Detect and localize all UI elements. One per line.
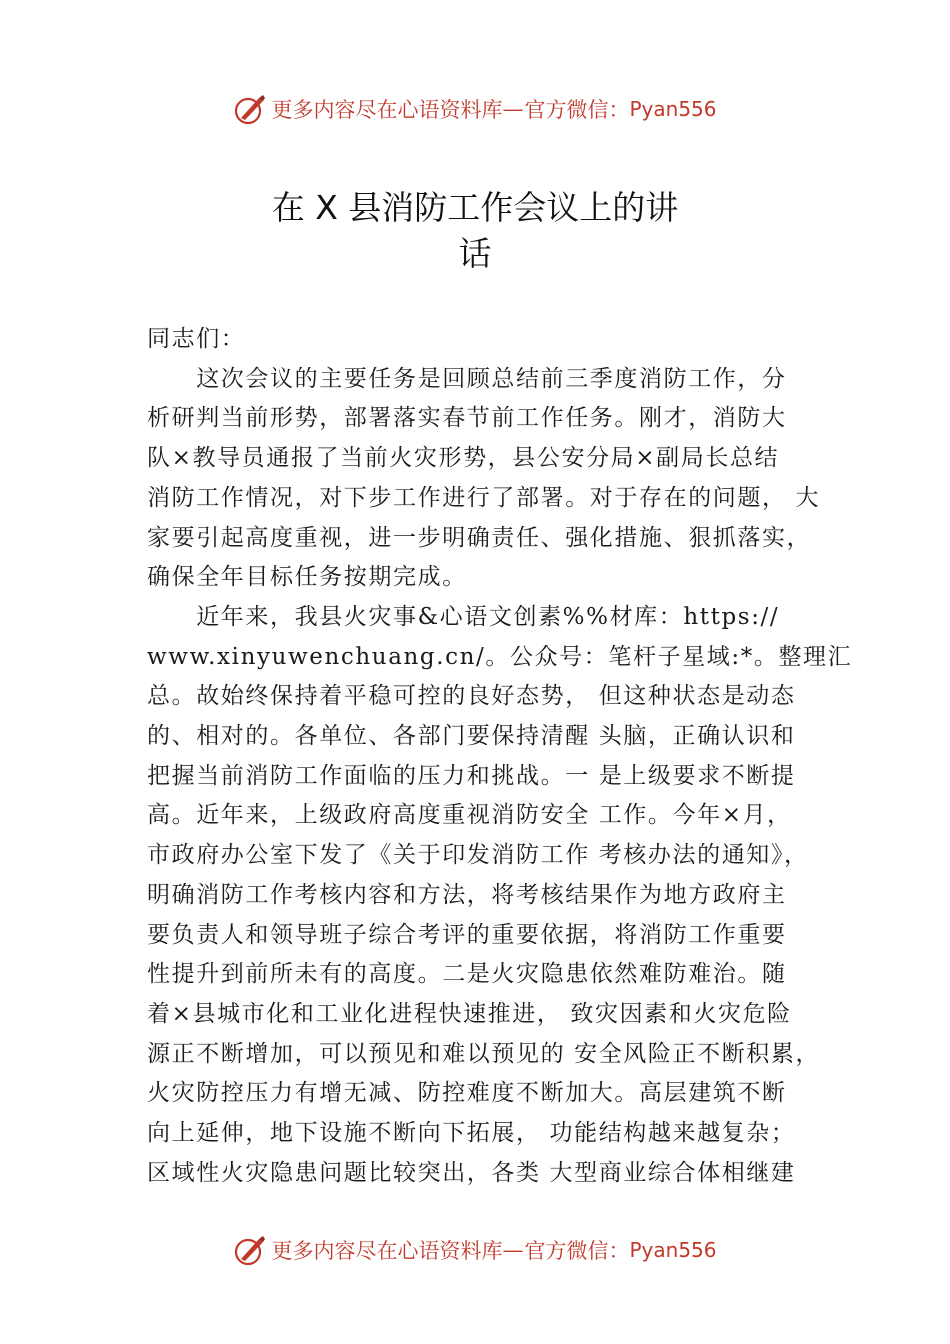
body-line: 把握当前消防工作面临的压力和挑战。一 是上级要求不断提: [147, 762, 796, 789]
watermark-official: 官方微信：: [524, 98, 630, 122]
body-line: 市政府办公室下发了《关于印发消防工作 考核办法的通知》，: [147, 842, 809, 869]
watermark-separator: —: [502, 1238, 525, 1262]
body-line: 确保全年目标任务按期完成。: [147, 564, 467, 591]
body-line: 火灾防控压力有增无减、防控难度不断加大。高层建筑不断: [147, 1080, 787, 1107]
body-line: 队×教导员通报了当前火灾形势，县公安分局×副局长总结: [147, 445, 780, 472]
body-line: 同志们：: [147, 326, 246, 352]
watermark-text: 更多内容尽在心语资料库: [271, 1239, 503, 1263]
body-line: 家要引起高度重视，进一步明确责任、强化措施、狠抓落实，: [147, 524, 812, 551]
body-line: 源正不断增加，可以预见和难以预见的 安全风险正不断积累，: [147, 1040, 821, 1067]
body-line: 要负责人和领导班子综合考评的重要依据，将消防工作重要: [147, 921, 787, 948]
body-line: 着×县城市化和工业化进程快速推进， 致灾因素和火灾危险: [147, 1000, 792, 1027]
body-line: 高。近年来，上级政府高度重视消防安全 工作。今年×月，: [147, 802, 792, 829]
watermark-wechat-id: Pyan556: [629, 1238, 717, 1262]
watermark-text: 更多内容尽在心语资料库: [271, 98, 503, 122]
body-line: www.xinyuwenchuang.cn/。公众号：笔杆子星域:*。整理汇: [147, 643, 853, 670]
body-line: 向上延伸，地下设施不断向下拓展， 功能结构越来越复杂；: [147, 1120, 796, 1147]
title-line-2: 话: [458, 234, 492, 273]
body-line: 析研判当前形势，部署落实春节前工作任务。刚才，消防大: [147, 405, 787, 432]
pen-logo-icon: [233, 92, 267, 126]
title-line-1: 在 X 县消防工作会议上的讲: [271, 188, 679, 227]
document-title: [0, 185, 950, 277]
pen-logo-icon: [233, 1233, 267, 1267]
body-line: 近年来，我县火灾事&心语文创素%%材库：https://: [147, 603, 780, 630]
body-line: 消防工作情况，对下步工作进行了部署。对于存在的问题， 大: [147, 484, 821, 511]
body-line: 这次会议的主要任务是回顾总结前三季度消防工作，分: [147, 365, 787, 392]
body-line: 总。故始终保持着平稳可控的良好态势， 但这种状态是动态: [147, 683, 796, 710]
document-body: [147, 320, 853, 1193]
watermark-footer: [0, 1233, 950, 1267]
body-line: 性提升到前所未有的高度。二是火灾隐患依然难防难治。随: [147, 961, 787, 988]
watermark-official: 官方微信：: [524, 1239, 630, 1263]
watermark-wechat-id: Pyan556: [629, 97, 717, 121]
body-line: 明确消防工作考核内容和方法，将考核结果作为地方政府主: [147, 881, 787, 908]
watermark-header: [0, 92, 950, 126]
watermark-separator: —: [502, 97, 525, 121]
body-line: 区域性火灾隐患问题比较突出，各类 大型商业综合体相继建: [147, 1159, 796, 1186]
body-line: 的、相对的。各单位、各部门要保持清醒 头脑，正确认识和: [147, 723, 796, 750]
